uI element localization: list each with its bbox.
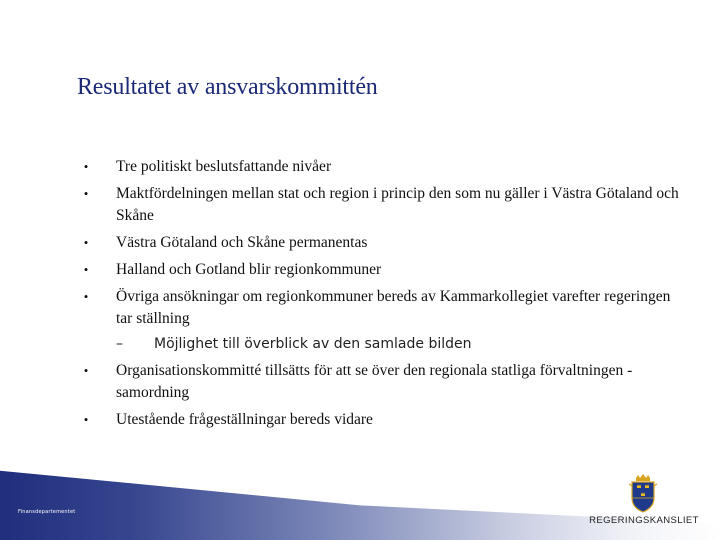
bullet-marker: • <box>83 159 89 174</box>
bullet-text: Övriga ansökningar om regionkommuner bereds av Kammarkollegiet varefter regeringen tar ställning <box>116 288 671 327</box>
sub-bullet-item <box>80 333 680 355</box>
bullet-marker: • <box>83 262 89 277</box>
bullet-item <box>80 360 680 404</box>
sub-bullet-text: Möjlighet till överblick av den samlade bilden <box>154 336 472 352</box>
department-label: Finansdepartementet <box>18 509 76 515</box>
bullet-text: Västra Götaland och Skåne permanentas <box>116 234 368 251</box>
bullet-item <box>80 156 680 178</box>
regeringskansliet-logo <box>588 470 700 532</box>
three-crowns-crest-icon <box>628 474 658 514</box>
bullet-item <box>80 232 680 254</box>
bullet-item <box>80 183 680 227</box>
bullet-text: Halland och Gotland blir regionkommuner <box>116 261 382 278</box>
bullet-marker: • <box>83 363 89 378</box>
bullet-item <box>80 409 680 431</box>
bullet-list <box>80 156 680 436</box>
bullet-text: Maktfördelningen mellan stat och region i princip den som nu gäller i Västra Götaland och Skåne <box>116 185 679 224</box>
logo-text: REGERINGSKANSLIET <box>589 515 699 526</box>
bullet-text: Tre politiskt beslutsfattande nivåer <box>116 158 332 175</box>
sub-bullet-marker: – <box>116 336 123 352</box>
bullet-marker: • <box>83 235 89 250</box>
bullet-text: Organisationskommitté tillsätts för att se över den regionala statliga förvaltningen - samordning <box>116 362 633 401</box>
slide-title: Resultatet av ansvarskommittén <box>77 74 378 100</box>
bullet-marker: • <box>83 289 89 304</box>
bullet-text: Utestående frågeställningar bereds vidare <box>116 411 373 428</box>
bullet-marker: • <box>83 186 89 201</box>
bullet-item <box>80 286 680 330</box>
bullet-item <box>80 259 680 281</box>
bullet-marker: • <box>83 412 89 427</box>
